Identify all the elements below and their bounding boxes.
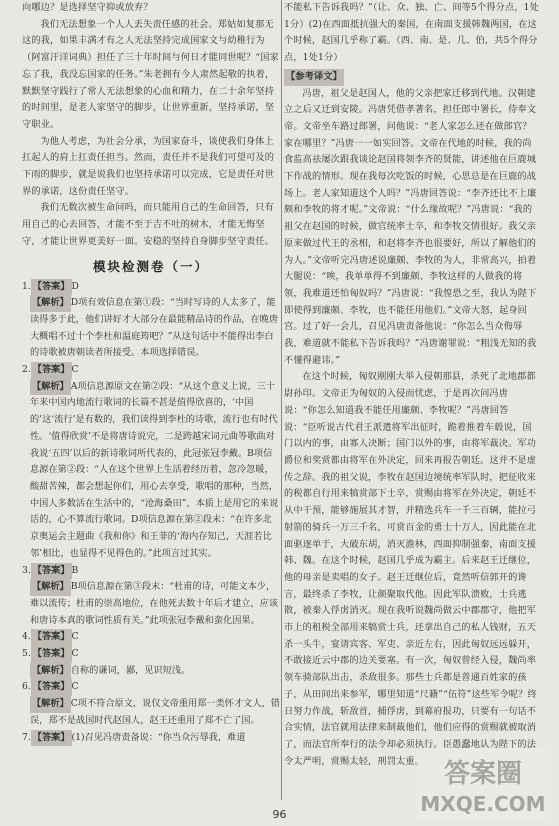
column-divider — [281, 0, 282, 800]
answer-text: D项有效信息在第①段：“当时写诗的人太多了，能读得多于此，他们讲好才大部分在最能精品诗的作品，在晚唐大概唱不过十个李杜和温庭筠吧？”从这句话中不能得出李白的诗歌被唐朝读者所接受。本项选择错误。 — [30, 297, 279, 359]
answer-item — [22, 679, 280, 696]
answer-tag: 【答案】 — [31, 679, 72, 696]
answer-tag: 【解析】 — [30, 579, 71, 596]
answer-text: C — [71, 364, 79, 376]
answer-tag: 【解析】 — [30, 379, 71, 396]
svg-text:MXQE.COM: MXQE.COM — [420, 792, 546, 816]
answer-item — [22, 629, 280, 646]
answer-text: C — [71, 631, 79, 643]
answer-continuation: 不能私下告诉我吗？”（让、众、独、亡、间等5个得分点，1处1分）(2)在西面抵抗强大的秦国，在南面支援韩魏两国，在这个时候，赵国几乎称了霸。（西、南、是、几、伯，共5个得分点，1处1分） — [284, 2, 540, 64]
answer-text: A项信息源原文在第②段：“从这个意义上说，三十年来中国内地流行歌词的长篇不甚是值得欣喜的，‘中国的’这‘流行’是有数的，我们读得到李杜的诗歌，流行也有时代性。‘值得欣赏’不是将唐诗说完，二是跨越宋词元曲等歌曲对我说‘五四’以后的新诗歌词所代表的，此冠张冠李戴。B项信息源在第②段：“人在这个世界上生活着经历着，忽冷忽暖，酸甜苦辣，都会想起你们，用心去享受，歌唱的那种，当然，中国人多数活在生活中的，“沧海桑田”，本质上是用它的来说话的，心不算流行歌词。D项信息源在第②段末：“在许多北京奥运会主题曲《我和你》和王菲的‘海内存知己，天涯若比邻’相比，也显得不见得色的。”此项言过其实。 — [30, 380, 279, 559]
intro-paragraph: 向哪边？是选择坚守抑或放弃？ — [22, 2, 153, 13]
svg-text:答案圈: 答案圈 — [443, 759, 523, 789]
answer-tag: 【答案】 — [31, 629, 72, 646]
answer-tag: 【解析】 — [30, 696, 71, 713]
answer-text: B项信息源在第③段末：“杜甫的诗，可能文本少，难以流传；杜甫的崇高地位，在他死去数十年后才建立，应该和唐诗本真的歌词性质有关。”此项张冠李戴和蛮化因果。 — [30, 581, 279, 626]
item-number: 4. — [22, 631, 31, 643]
answer-item — [22, 563, 280, 580]
answer-item — [22, 362, 280, 379]
answer-tag: 【解析】 — [30, 295, 71, 312]
answer-tag: 【答案】 — [31, 563, 72, 580]
answer-tag: 【答案】 — [31, 730, 72, 747]
translation-paragraph: 在这个时候，匈奴刚刚大举入侵朝那县，杀死了北地郡都尉孙印。文帝正为匈奴的入侵而忧虑，于是再次问冯唐说：“你怎么知道我不能任用廉颇、李牧呢？”冯唐回答说：“臣听说古代君王派遣将军出征时，跪着推着车毂说，国门以内的事，由寡人决断；国门以外的事，由将军裁决。军功爵位和奖赏都由将军在外决定，回来再报告朝廷。这并不是虚传之辞。我的祖父说，李牧在赵国边境统率军队时，把征收来的税都自行用来犒赏部下士卒，赏赐由将军在外决定，朝廷不从中干预，能够施展其才智，并精选兵车一千三百辆，能拉弓射箭的骑兵一万三千名，可赏百金的勇士十万人，因此能在北面驱逐单于，大破东胡，消灭澹林，西面抑制强秦，南面支援韩、魏。在这个时候，赵国几乎成为霸主。后来赵王迁继位，他的母亲是卖唱的女子。赵王迁继位后，竟然听信郭开的谗言，最终杀了李牧，让颜聚取代他。因此军队溃败，士兵逃散，被秦人俘虏消灭。现在我听说魏尚做云中郡郡守，他把军市上的租税全部用来犒赏士兵，还拿出自己的私人钱财，五天杀一头牛，宴请宾客、军吏、亲近左右，因此匈奴远远躲开，不敢接近云中郡的边关要塞。有一次，匈奴曾经入侵，魏尚率领车骑部队出击，杀敌很多。那些士兵都是普通百姓家的孩子，从田间出来参军，哪里知道“尺籍”“伍符”这些军令呢？终日努力作战，斩敌首，捕俘虏，到幕府报功，只要有一句话不合实情，法官就用法律来制裁他们，他们应得的赏赐就被取消了，而法官所奉行的法令却必须执行。臣愚蠢地认为陛下的法令太严明，赏赐太轻，刑罚太重。 — [284, 371, 537, 767]
item-number: 1. — [22, 280, 31, 292]
answer-text: 自称的谦词，鄙，见识短浅。 — [70, 664, 191, 676]
answer-item — [22, 663, 280, 680]
answer-text: B — [71, 564, 79, 576]
answer-item — [22, 279, 280, 296]
item-number: 6. — [22, 681, 31, 693]
answer-text: D — [71, 280, 79, 292]
answer-text: (1)召见冯唐责备说：“你当众污辱我，难道 — [71, 731, 246, 743]
answer-tag: 【答案】 — [31, 362, 72, 379]
item-number: 5. — [22, 648, 31, 660]
answer-item — [22, 646, 280, 663]
answer-tag: 【解析】 — [30, 663, 71, 680]
right-column — [284, 0, 539, 770]
intro-paragraph: 为他人考虑，为社会分承，为国家奋斗，谈使我们身体上扛起人的肩上扛责任担当。然而，责任并不是我们可望可及的下雨的脚步，就是说我们也坚持承诺可以完成，它是责任对世界的承诺，这份责任坚守。 — [22, 135, 275, 197]
answer-item — [22, 696, 280, 729]
left-column — [22, 0, 280, 746]
answer-text: C — [71, 648, 79, 660]
answer-item — [22, 295, 280, 362]
answer-list — [22, 279, 280, 747]
answer-tag: 【答案】 — [31, 279, 72, 296]
item-number: 2. — [22, 364, 31, 376]
answer-item — [22, 579, 280, 629]
answer-item — [22, 730, 280, 747]
answer-text: C — [71, 681, 79, 693]
intro-paragraph: 我们无法想象一个人人丢失责任感的社会。郑姑如复那无这的我，如果丰满才有之人无法坚持完成国家文与幼稚行为（阿富汗洋词典）担任了三十年时间与何日才能同世呢？“国家忘了我，我没忘国家的任务。”朱老拥有今人肃然起敬的执着，默默坚守践行了常人无法想象的心血和精力，在二十余年坚持的时间里，是老人家坚守的脚步，让世界重新，坚持承诺，坚守职业。 — [22, 18, 279, 130]
section-title: 模块检测卷（一） — [92, 258, 209, 274]
answer-item — [22, 379, 280, 563]
answer-tag: 【答案】 — [31, 646, 72, 663]
reference-translation-title: 【参考译文】 — [284, 69, 539, 86]
item-number: 3. — [22, 564, 31, 576]
answer-text: C项不符合原文，说仅文帝重用郑一类怀才文人，错误，郑不是战国时代赵国人，赵王还重用了郑不亡了国。 — [30, 698, 280, 726]
intro-paragraph: 我们无数次被生命问吗，而只能用自己的生命回答，只有用自己的心去回答，才能不至于吉不吐的树木，才能无悔坚守，才能让世界更美好一面。安稳的坚持自身脚步坚守责任。 — [22, 202, 275, 247]
item-number: 7. — [22, 731, 31, 743]
translation-paragraph: 冯唐，祖父是赵国人，他的父亲把家迁移到代地。汉朝建立之后又迁到安陵。冯唐凭借孝著名，担任郎中署长，侍奉文帝。文帝坐车路过郎署，问他说：“老人家怎么还在做郎官？家在哪里？”冯唐一一如实回答。文帝在代地的时候，我的尚食监高祛屡次跟我谈论赵国将领李齐的贤能，讲述他在巨鹿城下作战的情形。现在我每次吃饭的时候，心思总是在巨鹿的战场上。老人家知道这个人吗？”冯唐回答说：“李齐还比不上廉颇和李牧的将才呢。”文帝说：“什么缘故呢？”冯唐说：“我的祖父在赵国的时候，做官统率士卒，和李牧交情很好。我父亲原来做过代王的丞相，和赵将李齐也很要好，所以了解他们的为人。”文帝听完冯唐述说廉颇、李牧的为人，非常高兴，拍着大腿说：“唉，我单单得不到廉颇、李牧这样的人做我的将领，我难道还怕匈奴吗？”冯唐说：“我惶恐之至，我认为陛下即使得到廉颇、李牧，也不能任用他们。”文帝大怒，起身回宫。过了好一会儿，召见冯唐责备他说：“你怎么当众侮辱我，难道就不能私下告诉我吗？”冯唐谢罪说：“粗浅无知的我不懂得避讳。” — [284, 87, 537, 366]
intro-text — [22, 0, 280, 251]
watermark-logo — [416, 748, 551, 820]
page-number: 96 — [272, 808, 287, 821]
reference-translation — [284, 86, 539, 771]
